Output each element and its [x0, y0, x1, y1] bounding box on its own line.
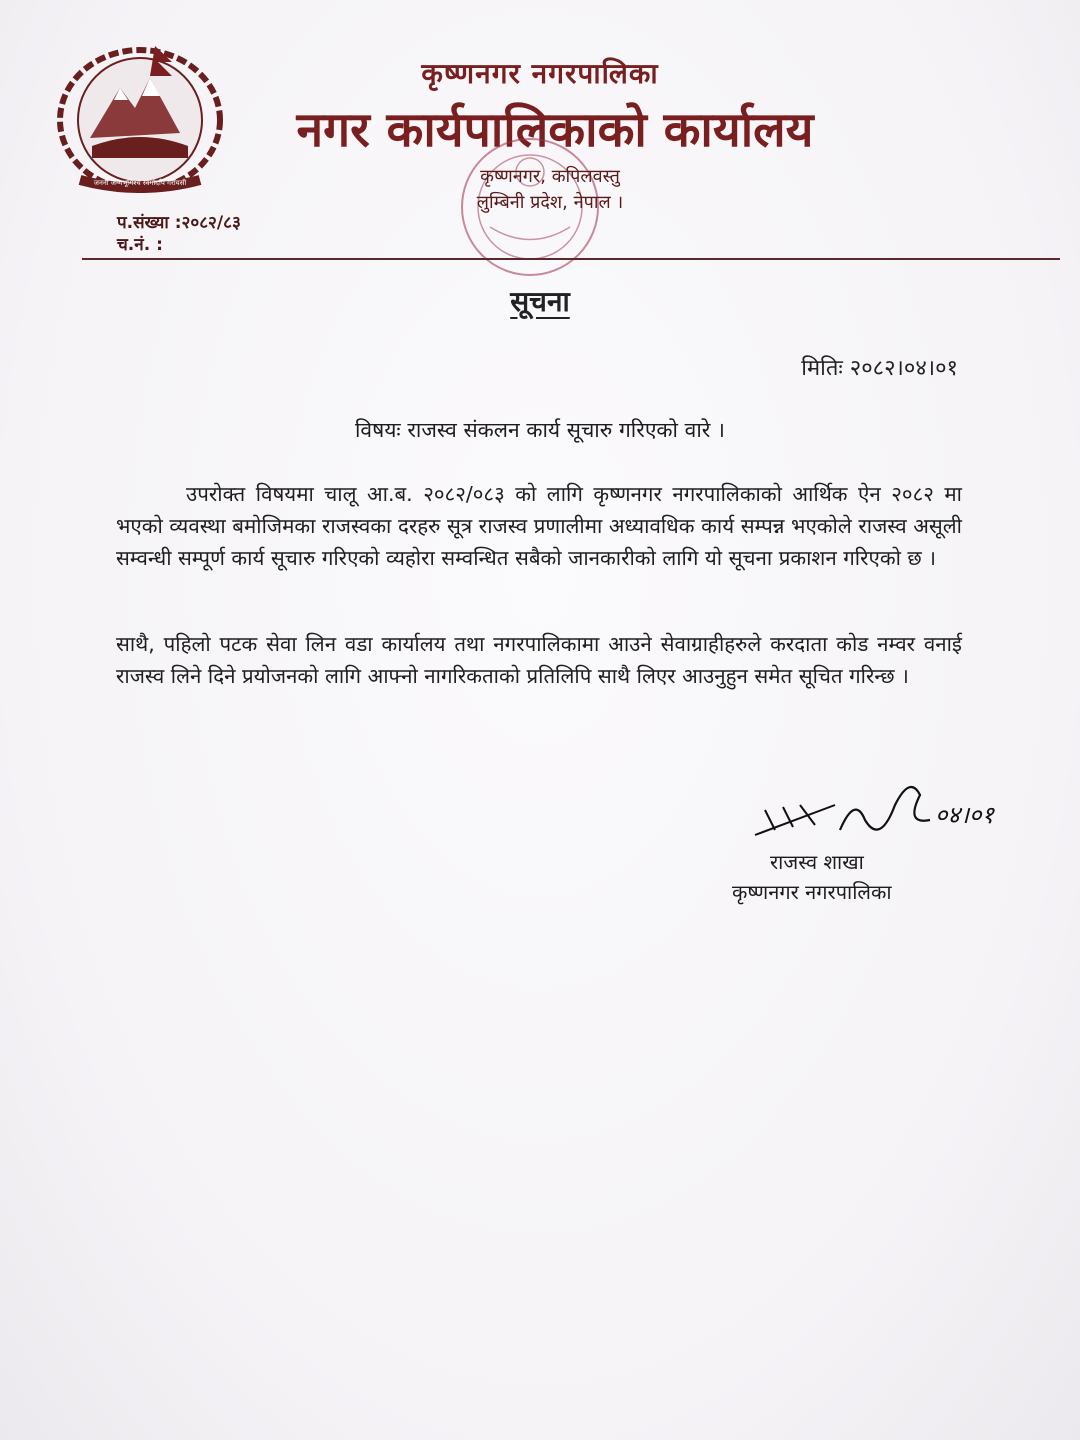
signatory-section: राजस्व शाखा — [770, 850, 864, 874]
header-divider — [82, 258, 1060, 260]
address-line-1: कृष्णनगर, कपिलवस्तु — [480, 166, 620, 187]
handwritten-signature — [745, 765, 1045, 855]
address-line-2: लुम्बिनी प्रदेश, नेपाल । — [476, 192, 624, 213]
signatory-municipality: कृष्णनगर नगरपालिका — [732, 880, 892, 904]
letter-number: प.संख्या :२०८२/८३ — [117, 213, 241, 233]
municipality-name: कृष्णनगर नगरपालिका — [421, 57, 659, 90]
body-paragraph-2: साथै, पहिलो पटक सेवा लिन वडा कार्यालय तथा नगरपालिकामा आउने सेवाग्राहीहरुले करदाता कोड नम्वर वनाई राजस्व लिने दिने प्रयोजनको लागि आफ्नो नागरिकताको प्रतिलिपि साथै लिएर आउनुहुन समेत सूचित गरिन्छ । — [116, 632, 962, 688]
notice-date: मितिः २०८२।०४।०१ — [801, 356, 958, 381]
dispatch-number: च.नं. : — [117, 235, 163, 255]
emblem-motto: जननी जन्मभूमिश्च स्वर्गादपि गरीयसी — [93, 179, 187, 187]
notice-subject: विषयः राजस्व संकलन कार्य सूचारु गरिएको वारे । — [354, 418, 726, 442]
signature-date: ०४।०१ — [935, 801, 995, 829]
nepal-emblem-icon — [50, 38, 230, 198]
body-paragraph-1: उपरोक्त विषयमा चालू आ.ब. २०८२/०८३ को लागि कृष्णनगर नगरपालिकाको आर्थिक ऐन २०८२ मा भएको व्यवस्था बमोजिमका राजस्वका दरहरु सूत्र राजस्व प्रणालीमा अध्यावधिक कार्य सम्पन्न भएकोले राजस्व असूली सम्वन्धी सम्पूर्ण कार्य सूचारु गरिएको व्यहोरा सम्वन्धित सबैको जानकारीको लागि यो सूचना प्रकाशन गरिएको छ । — [116, 482, 962, 570]
office-name: नगर कार्यपालिकाको कार्यालय — [296, 102, 814, 158]
notice-title: सूचना — [510, 285, 570, 318]
